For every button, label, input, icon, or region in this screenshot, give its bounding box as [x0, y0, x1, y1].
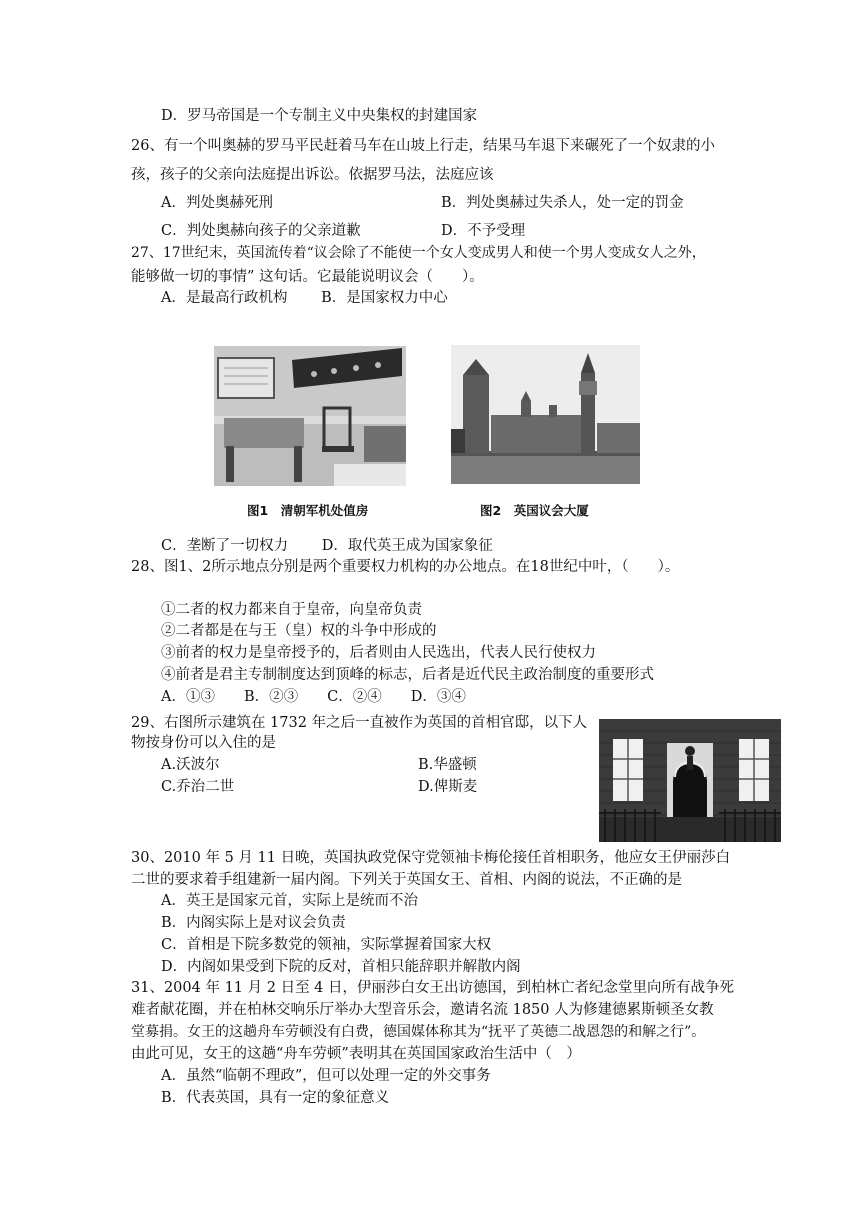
q31-option-b: B．代表英国，具有一定的象征意义: [161, 1090, 390, 1106]
q30-stem-line1: 30、2010 年 5 月 11 日晚，英国执政党保守党领袖卡梅伦接任首相职务，他应女王伊丽莎白: [131, 850, 731, 866]
figure1-caption: 图1 清朝军机处值房: [247, 503, 369, 518]
downing-street-image: [599, 719, 781, 842]
figure1-photo: [214, 346, 406, 486]
q31-stem-line4: 由此可见，女王的这趟“舟车劳顿”表明其在英国国家政治生活中（ ）: [131, 1046, 581, 1062]
q28-item-2: ②二者都是在与王（皇）权的斗争中形成的: [161, 623, 437, 639]
q31-stem-line1: 31、2004 年 11 月 2 日至 4 日，伊丽莎白女王出访德国，到柏林亡者纪念堂里向所有战争死: [131, 980, 735, 996]
q31-stem-line3: 堂募捐。女王的这趟舟车劳顿没有白费，德国媒体称其为“抚平了英德二战恩怨的和解之行”。: [131, 1024, 706, 1040]
q26-option-a: A．判处奥赫死刑: [161, 195, 273, 211]
q28-options: A．①③ B．②③ C．②④ D．③④: [161, 689, 466, 705]
q26-option-d: D．不予受理: [441, 223, 526, 239]
q27-stem-line1: 27、17世纪末，英国流传着“议会除了不能使一个女人变成男人和使一个男人变成女人之外，: [131, 245, 706, 261]
q31-stem-line2: 难者献花圈，并在柏林交响乐厅举办大型音乐会，邀请名流 1850 人为修建德累斯顿圣女教: [131, 1002, 714, 1018]
q26-option-b: B．判处奥赫过失杀人，处一定的罚金: [441, 195, 684, 211]
q26-option-c: C．判处奥赫向孩子的父亲道歉: [161, 223, 361, 239]
q29-option-a: A.沃波尔: [161, 757, 220, 773]
q28-stem: 28、图1、2所示地点分别是两个重要权力机构的办公地点。在18世纪中叶，（ ）。: [131, 559, 680, 575]
q30-option-d: D．内阁如果受到下院的反对，首相只能辞职并解散内阁: [161, 959, 521, 975]
q29-option-b: B.华盛顿: [418, 757, 477, 773]
q29-option-c: C.乔治二世: [161, 779, 235, 795]
q29-stem-line2: 物按身份可以入住的是: [131, 735, 276, 751]
q27-options-ab: A．是最高行政机构 B．是国家权力中心: [161, 290, 448, 306]
q30-option-c: C．首相是下院多数党的领袖，实际掌握着国家大权: [161, 937, 492, 953]
q30-option-a: A．英王是国家元首，实际上是统而不治: [161, 893, 418, 909]
figure2-caption: 图2 英国议会大厦: [480, 503, 589, 518]
figure1-image: [214, 346, 406, 486]
q28-item-3: ③前者的权力是皇帝授予的，后者则由人民选出，代表人民行使权力: [161, 645, 596, 661]
q28-item-1: ①二者的权力都来自于皇帝，向皇帝负责: [161, 602, 422, 618]
figure2-photo: [451, 345, 640, 484]
q29-stem-line1: 29、右图所示建筑在 1732 年之后一直被作为英国的首相官邸，以下人: [131, 715, 588, 731]
q30-option-b: B．内阁实际上是对议会负责: [161, 915, 346, 931]
q27-options-cd: C．垄断了一切权力 D．取代英王成为国家象征: [161, 538, 493, 554]
q26-stem-line2: 孩，孩子的父亲向法庭提出诉讼。依据罗马法，法庭应该: [131, 167, 494, 183]
q31-option-a: A．虽然“临朝不理政”，但可以处理一定的外交事务: [161, 1068, 491, 1084]
q29-option-d: D.俾斯麦: [418, 779, 478, 795]
q30-stem-line2: 二世的要求着手组建新一届内阁。下列关于英国女王、首相、内阁的说法，不正确的是: [131, 872, 682, 888]
q28-item-4: ④前者是君主专制制度达到顶峰的标志，后者是近代民主政治制度的重要形式: [161, 667, 654, 683]
q27-stem-line2: 能够做一切的事情” 这句话。它最能说明议会（ ）。: [131, 269, 484, 285]
downing-street-photo: [599, 719, 781, 842]
figure2-image: [451, 345, 640, 484]
q26-stem-line1: 26、有一个叫奥赫的罗马平民赶着马车在山坡上行走，结果马车退下来碾死了一个奴隶的小: [131, 138, 715, 154]
q25-option-d: D．罗马帝国是一个专制主义中央集权的封建国家: [161, 108, 478, 124]
